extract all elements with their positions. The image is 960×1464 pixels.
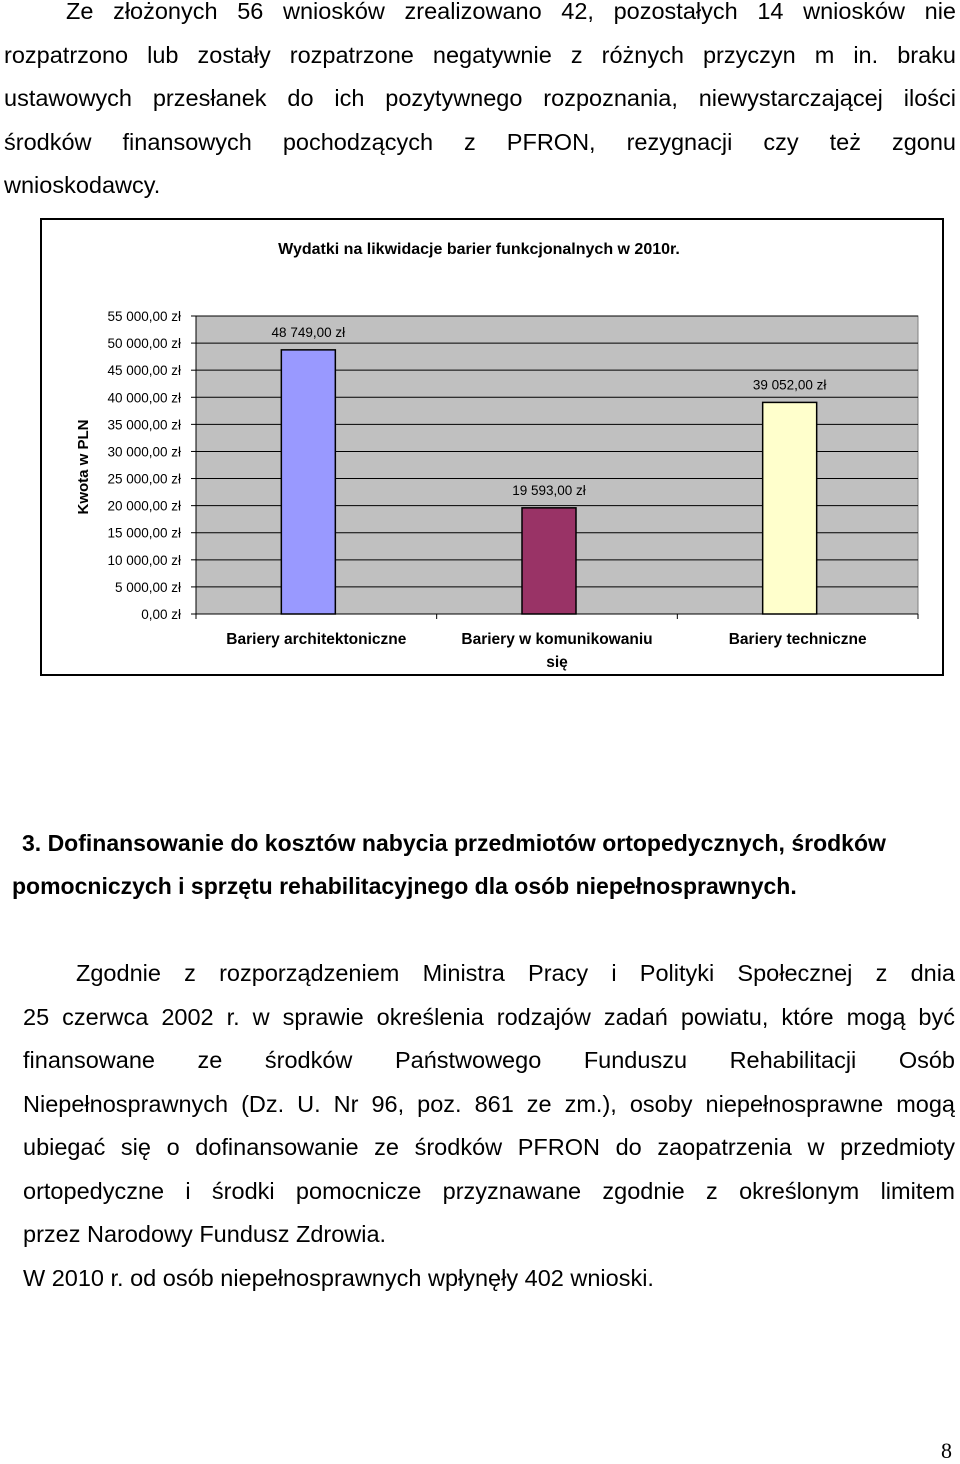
bar bbox=[522, 508, 576, 614]
section-heading-line: 3. Dofinansowanie do kosztów nabycia przedmiotów ortopedycznych, środków bbox=[22, 830, 886, 856]
final-line: W 2010 r. od osób niepełnosprawnych wpłynęły 402 wnioski. bbox=[23, 1264, 654, 1291]
y-tick-label: 10 000,00 zł bbox=[107, 552, 181, 568]
x-category-label: Bariery w komunikowaniu bbox=[461, 631, 653, 648]
page-number: 8 bbox=[941, 1438, 952, 1463]
body-line: ubiegać się o dofinansowanie ze środków PFRON do zaopatrzenia w przedmioty bbox=[23, 1134, 955, 1160]
y-tick-label: 35 000,00 zł bbox=[107, 417, 181, 433]
intro-paragraph bbox=[4, 0, 956, 208]
bar-chart bbox=[42, 220, 942, 674]
y-tick-label: 0,00 zł bbox=[141, 607, 181, 622]
intro-line: Ze złożonych 56 wniosków zrealizowano 42, pozostałych 14 wniosków nie bbox=[66, 0, 956, 24]
section-heading bbox=[12, 822, 952, 908]
y-tick-label: 30 000,00 zł bbox=[107, 444, 181, 460]
x-category-label: Bariery architektoniczne bbox=[226, 631, 407, 648]
y-tick-label: 45 000,00 zł bbox=[107, 363, 181, 379]
data-label: 19 593,00 zł bbox=[512, 482, 586, 498]
intro-line: wnioskodawcy. bbox=[4, 172, 161, 198]
section-body bbox=[23, 952, 955, 1300]
bar bbox=[763, 402, 817, 614]
y-tick-label: 40 000,00 zł bbox=[107, 390, 181, 406]
y-tick-label: 20 000,00 zł bbox=[107, 498, 181, 514]
y-tick-label: 5 000,00 zł bbox=[114, 579, 181, 595]
y-tick-label: 50 000,00 zł bbox=[107, 336, 181, 352]
bar bbox=[281, 350, 335, 614]
body-line: przez Narodowy Fundusz Zdrowia. bbox=[23, 1221, 387, 1247]
body-line: Zgodnie z rozporządzeniem Ministra Pracy i Polityki Społecznej z dnia bbox=[76, 960, 955, 986]
data-label: 48 749,00 zł bbox=[271, 324, 346, 340]
y-tick-label: 15 000,00 zł bbox=[107, 525, 181, 541]
body-line: ortopedyczne i środki pomocnicze przyznawane zgodnie z określonym limitem bbox=[23, 1177, 955, 1204]
chart-title: Wydatki na likwidacje barier funkcjonalnych w 2010r. bbox=[278, 241, 680, 258]
intro-line: ustawowych przesłanek do ich pozytywnego rozpoznania, niewystarczającej ilości bbox=[4, 85, 956, 111]
data-label: 39 052,00 zł bbox=[752, 377, 827, 393]
y-tick-label: 25 000,00 zł bbox=[107, 471, 181, 487]
y-axis-label: Kwota w PLN bbox=[75, 419, 92, 515]
section-heading-line: pomocniczych i sprzętu rehabilitacyjnego dla osób niepełnosprawnych. bbox=[12, 873, 797, 899]
intro-line: środków finansowych pochodzących z PFRON, rezygnacji czy też zgonu bbox=[4, 128, 956, 155]
intro-line: rozpatrzono lub zostały rozpatrzone negatywnie z różnych przyczyn m in. braku bbox=[4, 41, 956, 68]
body-line: finansowane ze środków Państwowego Funduszu Rehabilitacji Osób bbox=[23, 1047, 955, 1073]
y-tick-label: 55 000,00 zł bbox=[107, 309, 181, 324]
x-category-label: się bbox=[546, 654, 568, 671]
body-line: Niepełnosprawnych (Dz. U. Nr 96, poz. 861 ze zm.), osoby niepełnosprawne mogą bbox=[23, 1090, 955, 1117]
x-category-label: Bariery techniczne bbox=[728, 631, 867, 648]
chart-frame bbox=[40, 218, 944, 676]
body-line: 25 czerwca 2002 r. w sprawie określenia rodzajów zadań powiatu, które mogą być bbox=[23, 1003, 955, 1030]
